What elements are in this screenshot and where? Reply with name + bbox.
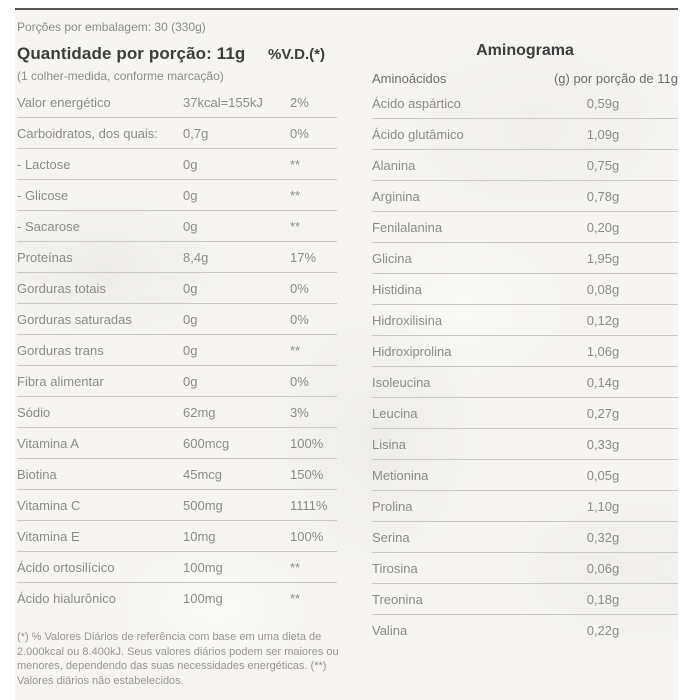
aminogram-title: Aminograma <box>476 42 574 59</box>
aminogram-header-row <box>372 68 678 88</box>
aminoacid-label: Leucina <box>372 405 418 421</box>
aminoacid-label: Metionina <box>372 467 429 483</box>
table-row <box>372 460 678 491</box>
nutrient-label: Carboidratos, dos quais: <box>17 125 158 141</box>
table-row <box>372 305 678 336</box>
aminoacid-label: Serina <box>372 529 410 545</box>
aminoacid-label: Glicina <box>372 250 412 266</box>
aminoacid-value: 0,22g <box>586 623 620 638</box>
grams-per-serving-column-header: (g) por porção de 11g <box>553 70 678 86</box>
aminoacids-column-header: Aminoácidos <box>372 70 447 86</box>
nutrient-label: Gorduras saturadas <box>17 311 132 327</box>
nutrient-label: Gorduras totais <box>17 280 106 296</box>
aminoacid-label: Lisina <box>372 436 406 452</box>
nutrient-value: 0g <box>183 280 198 296</box>
table-row <box>17 490 337 521</box>
aminoacid-label: Prolina <box>372 498 413 514</box>
table-row <box>17 87 337 118</box>
table-row <box>372 212 678 243</box>
nutrient-value: 100mg <box>183 559 223 575</box>
aminoacid-value: 0,18g <box>586 591 620 607</box>
nutrient-label: Fibra alimentar <box>17 373 104 389</box>
nutrient-label: Sódio <box>17 404 51 420</box>
table-row <box>372 429 678 460</box>
table-row <box>17 180 337 211</box>
table-row <box>17 242 337 273</box>
nutrient-value: 600mcg <box>183 435 230 451</box>
nutrient-label: - Glicose <box>17 187 69 203</box>
aminoacid-label: Valina <box>372 623 408 638</box>
nutrient-dv: ** <box>290 218 301 234</box>
aminoacid-label: Histidina <box>372 281 422 297</box>
aminoacid-value: 0,14g <box>586 374 620 390</box>
aminoacid-label: Hidroxiprolina <box>372 343 452 359</box>
nutrient-label: Ácido ortosilícico <box>17 559 115 575</box>
aminoacid-value: 0,08g <box>586 281 620 297</box>
nutrient-value: 37kcal=155kJ <box>183 94 263 110</box>
table-row <box>17 366 337 397</box>
nutrient-dv: 2% <box>290 94 309 110</box>
servings-per-package: Porções por embalagem: 30 (330g) <box>17 20 206 34</box>
nutrient-value: 0g <box>183 218 198 234</box>
aminoacid-value: 1,09g <box>586 126 620 142</box>
nutrition-subtitle: (1 colher-medida, conforme marcação) <box>17 69 224 83</box>
table-row <box>17 552 337 583</box>
table-row <box>17 335 337 366</box>
top-divider-rule <box>15 8 678 10</box>
aminoacid-value: 0,59g <box>586 95 620 111</box>
table-row <box>17 273 337 304</box>
table-row <box>372 584 678 615</box>
nutrient-value: 10mg <box>183 528 216 544</box>
table-row <box>372 553 678 584</box>
nutrient-label: Biotina <box>17 466 57 482</box>
nutrient-dv: ** <box>290 187 301 203</box>
aminogram-section <box>372 42 678 646</box>
aminoacid-value: 0,27g <box>586 405 620 421</box>
nutrient-dv: ** <box>290 559 301 575</box>
nutrient-dv: ** <box>290 342 301 358</box>
nutrient-dv: ** <box>290 591 301 606</box>
nutrient-label: Ácido hialurônico <box>17 591 117 606</box>
table-row <box>372 274 678 305</box>
table-row <box>372 88 678 119</box>
nutrient-dv: 0% <box>290 280 309 296</box>
table-row <box>17 304 337 335</box>
table-row <box>17 149 337 180</box>
table-row <box>17 211 337 242</box>
table-row <box>17 521 337 552</box>
nutrient-value: 0g <box>183 156 198 172</box>
aminoacid-value: 1,06g <box>586 343 620 359</box>
aminoacid-value: 0,78g <box>586 188 620 204</box>
nutrient-label: Proteínas <box>17 249 73 265</box>
table-row <box>372 398 678 429</box>
aminoacid-value: 0,33g <box>586 436 620 452</box>
nutrient-value: 0g <box>183 311 198 327</box>
table-row <box>372 150 678 181</box>
nutrient-value: 0,7g <box>183 125 209 141</box>
nutrition-table <box>17 87 337 614</box>
aminoacid-label: Treonina <box>372 591 423 607</box>
nutrient-dv: 0% <box>290 311 309 327</box>
aminoacid-value: 0,12g <box>586 312 620 328</box>
aminoacid-label: Alanina <box>372 157 416 173</box>
nutrient-value: 100mg <box>183 591 223 606</box>
nutrient-value: 500mg <box>183 497 223 513</box>
nutrient-value: 0g <box>183 187 198 203</box>
nutrient-label: Gorduras trans <box>17 342 104 358</box>
nutrient-dv: 17% <box>290 249 317 265</box>
aminoacid-value: 0,32g <box>586 529 620 545</box>
nutrient-dv: 150% <box>290 466 324 482</box>
nutrient-label: Vitamina A <box>17 435 79 451</box>
table-row <box>372 615 678 646</box>
nutrient-label: Vitamina C <box>17 497 81 513</box>
aminoacid-label: Fenilalanina <box>372 219 443 235</box>
aminoacid-label: Ácido aspártico <box>372 95 461 111</box>
nutrient-dv: 3% <box>290 404 309 420</box>
nutrient-value: 0g <box>183 342 198 358</box>
aminoacid-value: 0,75g <box>586 157 620 173</box>
aminoacid-label: Arginina <box>372 188 420 204</box>
nutrient-value: 8,4g <box>183 249 209 265</box>
table-row <box>17 583 337 614</box>
nutrient-value: 0g <box>183 373 198 389</box>
nutrient-label: Valor energético <box>17 94 111 110</box>
nutrient-value: 45mcg <box>183 466 223 482</box>
table-row <box>372 119 678 150</box>
aminoacid-label: Isoleucina <box>372 374 431 390</box>
aminoacid-value: 1,95g <box>586 250 620 266</box>
table-row <box>372 491 678 522</box>
table-row <box>17 459 337 490</box>
nutrient-label: - Sacarose <box>17 218 80 234</box>
table-row <box>17 397 337 428</box>
aminoacid-value: 0,05g <box>586 467 620 483</box>
nutrient-dv: 100% <box>290 435 324 451</box>
table-row <box>17 428 337 459</box>
nutrient-label: - Lactose <box>17 156 71 172</box>
daily-value-column-header: %V.D.(*) <box>268 46 325 63</box>
nutrient-dv: 100% <box>290 528 324 544</box>
nutrient-label: Vitamina E <box>17 528 80 544</box>
table-row <box>372 181 678 212</box>
table-row <box>372 367 678 398</box>
table-row <box>372 336 678 367</box>
aminoacid-label: Ácido glutâmico <box>372 126 464 142</box>
table-row <box>372 243 678 274</box>
nutrition-title: Quantidade por porção: 11g <box>17 44 246 63</box>
nutrient-dv: ** <box>290 156 301 172</box>
aminoacid-value: 1,10g <box>586 498 620 514</box>
aminoacid-label: Tirosina <box>372 560 418 576</box>
daily-values-footnote: (*) % Valores Diários de referência com base em uma dieta de 2.000kcal ou 8.400kJ. Seus valores diários podem ser maiores ou menores, dependendo das suas necessidades energéticas. (**) Valores diários não estabelecidos. <box>17 631 339 687</box>
nutrient-dv: 0% <box>290 125 309 141</box>
table-row <box>372 522 678 553</box>
nutrient-value: 62mg <box>183 404 216 420</box>
nutrient-dv: 1111% <box>290 497 328 513</box>
aminoacid-value: 0,20g <box>586 219 620 235</box>
nutrient-dv: 0% <box>290 373 309 389</box>
table-row <box>17 118 337 149</box>
aminoacid-value: 0,06g <box>586 560 620 576</box>
aminoacid-label: Hidroxilisina <box>372 312 443 328</box>
